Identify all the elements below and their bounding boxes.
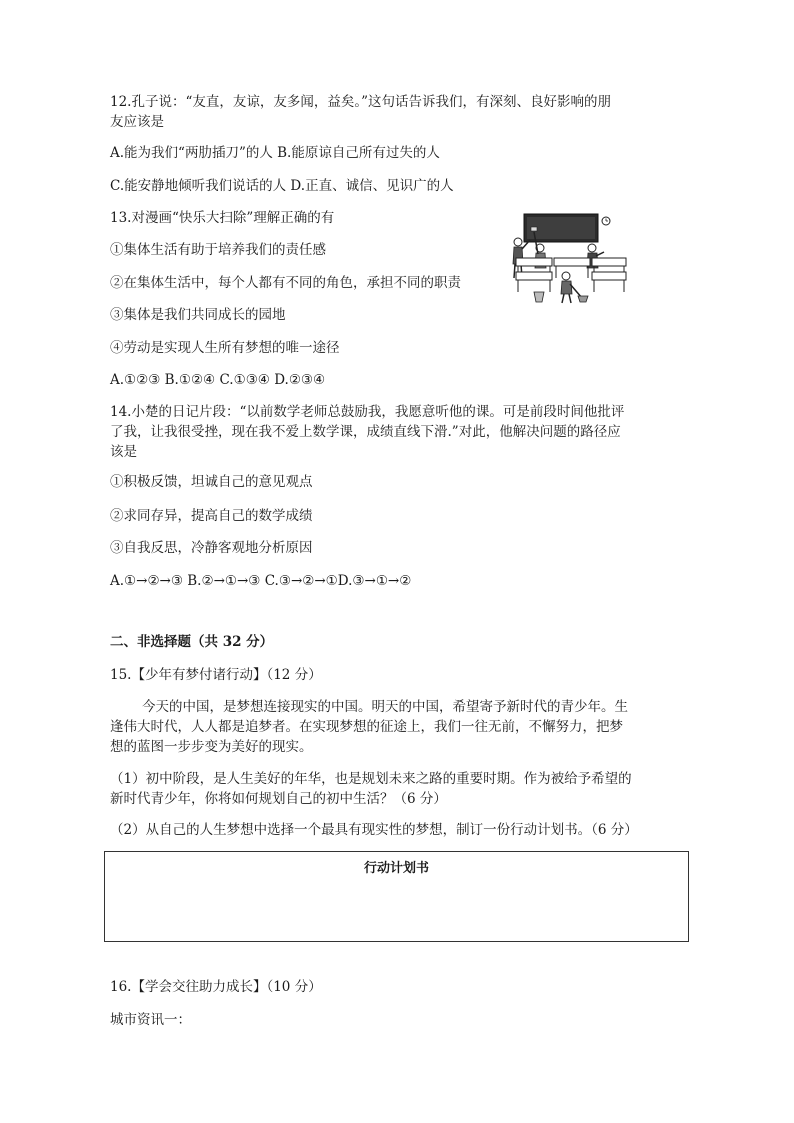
q13-item-3: ③集体是我们共同成长的园地 bbox=[110, 307, 286, 323]
q15-passage-line3: 想的蓝图一步步变为美好的现实。 bbox=[110, 739, 313, 755]
q16-heading: 16.【学会交往助力成长】（10 分） bbox=[110, 979, 322, 995]
q14-item-1: ①积极反馈，坦诚自己的意见观点 bbox=[110, 474, 313, 490]
q15-passage-line2: 逢伟大时代，人人都是追梦者。在实现梦想的征途上，我们一往无前，不懈努力，把梦 bbox=[110, 719, 623, 735]
q16-info-label: 城市资讯一： bbox=[110, 1012, 191, 1028]
q14-stem-line2: 了我，让我很受挫，现在我不爱上数学课，成绩直线下滑.”对此，他解决问题的路径应 bbox=[110, 424, 621, 440]
q13-stem: 13.对漫画“快乐大扫除”理解正确的有 bbox=[110, 210, 335, 226]
q14-options: A.①→②→③ B.②→①→③ C.③→②→①D.③→①→② bbox=[110, 573, 412, 589]
q12-options-ab: A.能为我们“两肋插刀”的人 B.能原谅自己所有过失的人 bbox=[110, 145, 440, 161]
q15-heading: 15.【少年有梦付诸行动】（12 分） bbox=[110, 667, 322, 683]
q12-stem-line1: 12.孔子说：“友直，友谅，友多闻，益矣。”这句话告诉我们，有深刻、良好影响的朋 bbox=[110, 94, 612, 110]
q12-stem-line2: 友应该是 bbox=[110, 114, 164, 130]
q13-item-1: ①集体生活有助于培养我们的责任感 bbox=[110, 242, 326, 258]
section-2-title: 二、非选择题（共 32 分） bbox=[110, 634, 274, 650]
action-plan-title: 行动计划书 bbox=[363, 861, 429, 876]
classroom-cleaning-cartoon bbox=[508, 212, 628, 304]
q14-stem-line3: 该是 bbox=[110, 444, 137, 460]
action-plan-box[interactable] bbox=[104, 851, 689, 942]
q13-item-2: ②在集体生活中，每个人都有不同的角色，承担不同的职责 bbox=[110, 275, 461, 291]
q15-sub1-line1: （1）初中阶段，是人生美好的年华，也是规划未来之路的重要时期。作为被给予希望的 bbox=[110, 771, 632, 787]
q13-item-4: ④劳动是实现人生所有梦想的唯一途径 bbox=[110, 340, 340, 356]
q15-sub2: （2）从自己的人生梦想中选择一个最具有现实性的梦想，制订一份行动计划书。（6 分） bbox=[110, 822, 638, 838]
q15-sub1-line2: 新时代青少年，你将如何规划自己的初中生活？（6 分） bbox=[110, 791, 447, 807]
q15-passage-line1: 今天的中国，是梦想连接现实的中国。明天的中国，希望寄予新时代的青少年。生 bbox=[142, 699, 628, 715]
q14-item-2: ②求同存异，提高自己的数学成绩 bbox=[110, 508, 313, 524]
q14-item-3: ③自我反思，冷静客观地分析原因 bbox=[110, 540, 313, 556]
q14-stem-line1: 14.小楚的日记片段：“以前数学老师总鼓励我，我愿意听他的课。可是前段时间他批评 bbox=[110, 404, 625, 420]
q13-options: A.①②③ B.①②④ C.①③④ D.②③④ bbox=[110, 372, 326, 388]
q12-options-cd: C.能安静地倾听我们说话的人 D.正直、诚信、见识广的人 bbox=[110, 178, 454, 194]
